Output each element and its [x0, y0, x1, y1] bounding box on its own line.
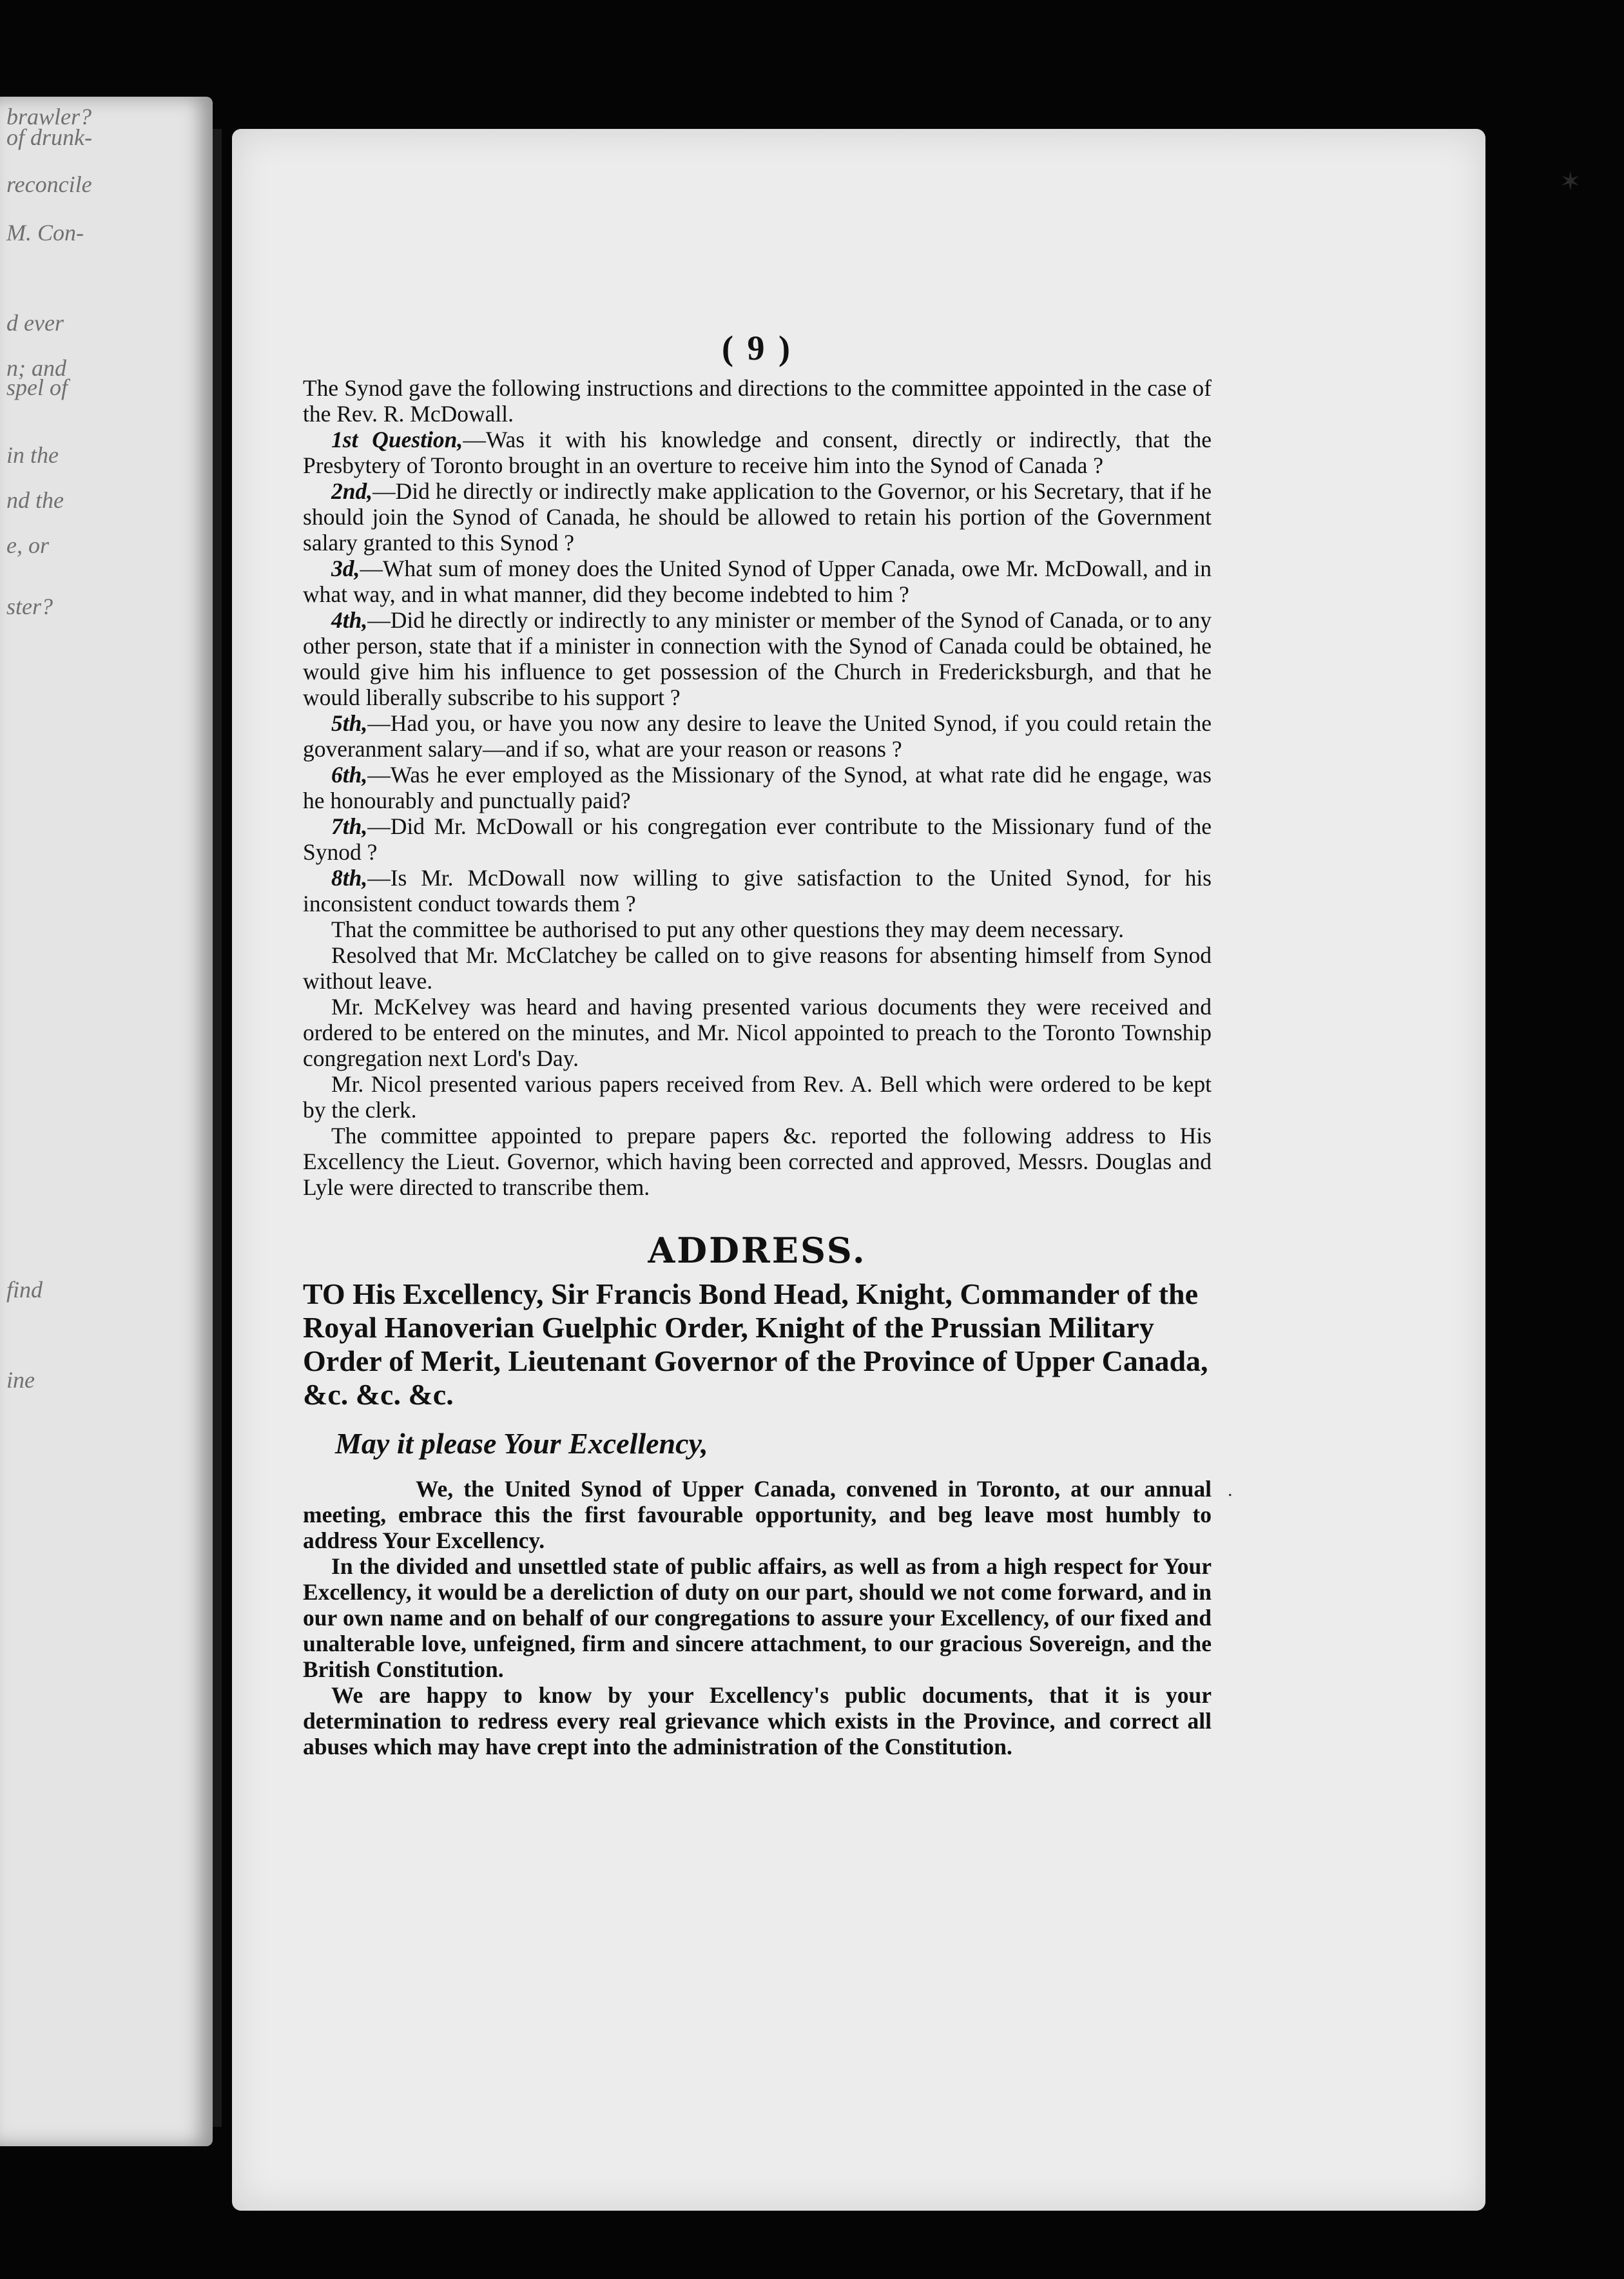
scan-speck: .: [1228, 1479, 1233, 1500]
question-label: 2nd,: [331, 478, 373, 504]
facing-page-fragment: reconcile: [6, 171, 92, 197]
page-content: [303, 329, 1212, 1760]
facing-page: [0, 97, 213, 2146]
question-label: 6th,: [331, 762, 368, 788]
question-text: —What sum of money does the United Synod of Upper Canada, owe Mr. McDowall, and in what way, and in what manner, did they become indebted to him ?: [303, 556, 1212, 607]
minute-paragraph: Mr. McKelvey was heard and having presented various documents they were received and ordered to be entered on the minutes, and Mr. Nicol appointed to preach to the Toronto Township congregation next Lord's Day.: [303, 994, 1212, 1071]
facing-page-fragment: M. Con-: [6, 220, 84, 246]
minute-paragraph: Mr. Nicol presented various papers received from Rev. A. Bell which were ordered to be kept by the clerk.: [303, 1071, 1212, 1123]
question-paragraph: [303, 556, 1212, 607]
book-gutter: [213, 129, 222, 2127]
question-paragraph: [303, 427, 1212, 478]
facing-page-fragment: nd the: [6, 487, 64, 513]
question-text: —Was he ever employed as the Missionary of the Synod, at what rate did he engage, was he honourably and punctually paid?: [303, 762, 1212, 813]
facing-page-fragment: e, or: [6, 532, 49, 558]
address-recipient: TO His Excellency, Sir Francis Bond Head, Knight, Commander of the Royal Hanoverian Guelphic Order, Knight of the Prussian Military Order of Merit, Lieutenant Governor of the Province of Upper Canada, &c. &c. &c.: [303, 1277, 1208, 1411]
facing-page-fragment: ster?: [6, 594, 53, 619]
question-text: —Was it with his knowledge and consent, directly or indirectly, that the Presbytery of Toronto brought in an overture to receive him into the Synod of Canada ?: [303, 427, 1212, 478]
question-paragraph: [303, 478, 1212, 556]
address-paragraph: We, the United Synod of Upper Canada, convened in Toronto, at our annual meeting, embrace this the first favourable opportunity, and beg leave most humbly to address Your Excellency.: [303, 1476, 1212, 1553]
address-paragraph: In the divided and unsettled state of public affairs, as well as from a high respect for Your Excellency, it would be a dereliction of duty on our part, should we not come forward, and in our own name and on behalf of our congregations to assure your Excellency, of our fixed and unalterable love, unfeigned, firm and sincere attachment, to our gracious Sovereign, and the British Constitution.: [303, 1553, 1212, 1682]
address-paragraph: We are happy to know by your Excellency's public documents, that it is your determination to redress every real grievance which exists in the Province, and correct all abuses which may have crept into the administration of the Constitution.: [303, 1682, 1212, 1760]
minute-paragraph: The committee appointed to prepare papers &c. reported the following address to His Excellency the Lieut. Governor, which having been corrected and approved, Messrs. Douglas and Lyle were directed to transcribe them.: [303, 1123, 1212, 1200]
address-body: [303, 1476, 1212, 1760]
question-paragraph: [303, 865, 1212, 916]
intro-paragraph: The Synod gave the following instructions and directions to the committee appointed in the case of the Rev. R. McDowall.: [303, 375, 1212, 427]
facing-page-fragment: brawler?: [6, 104, 92, 130]
facing-page-fragment: n; and: [6, 355, 66, 381]
question-text: —Did he directly or indirectly to any minister or member of the Synod of Canada, or to any other person, state that if a minister in connection with the Synod of Canada could be obtained, he would give him his influence to get possession of the Church in Fredericksburgh, and that he would liberally subscribe to his support ?: [303, 607, 1212, 710]
question-paragraph: [303, 813, 1212, 865]
scan-speck: ✶: [1560, 167, 1581, 196]
question-label: 5th,: [331, 710, 368, 736]
facing-page-fragment: ine: [6, 1367, 35, 1393]
minute-paragraph: That the committee be authorised to put any other questions they may deem necessary.: [331, 916, 1124, 942]
page-number: ( 9 ): [722, 329, 793, 367]
facing-page-fragment: d ever: [6, 310, 64, 336]
question-text: —Did he directly or indirectly make application to the Governor, or his Secretary, that if he should join the Synod of Canada, he should be allowed to retain his portion of the Government salary granted to this Synod ?: [303, 478, 1212, 556]
question-label: 3d,: [331, 556, 360, 581]
address-salutation: May it please Your Excellency,: [335, 1427, 708, 1460]
question-label: 7th,: [331, 813, 368, 839]
question-text: —Is Mr. McDowall now willing to give satisfaction to the United Synod, for his inconsistent conduct towards them ?: [303, 865, 1212, 916]
facing-page-fragment: spel of: [6, 374, 68, 400]
question-text: —Had you, or have you now any desire to leave the United Synod, if you could retain the goveranment salary—and if so, what are your reason or reasons ?: [303, 710, 1212, 762]
minute-paragraph: Resolved that Mr. McClatchey be called on to give reasons for absenting himself from Synod without leave.: [303, 942, 1212, 994]
facing-page-fragment: in the: [6, 442, 59, 468]
question-text: —Did Mr. McDowall or his congregation ever contribute to the Missionary fund of the Synod ?: [303, 813, 1212, 865]
address-heading: ADDRESS.: [648, 1230, 867, 1271]
facing-page-fragment: of drunk-: [6, 124, 92, 150]
question-paragraph: [303, 607, 1212, 710]
question-paragraph: [303, 710, 1212, 762]
question-label: 8th,: [331, 865, 368, 891]
question-paragraph: [303, 762, 1212, 813]
question-label: 4th,: [331, 607, 368, 633]
facing-page-fragment: find: [6, 1277, 43, 1303]
question-label: 1st Question,: [331, 427, 463, 452]
